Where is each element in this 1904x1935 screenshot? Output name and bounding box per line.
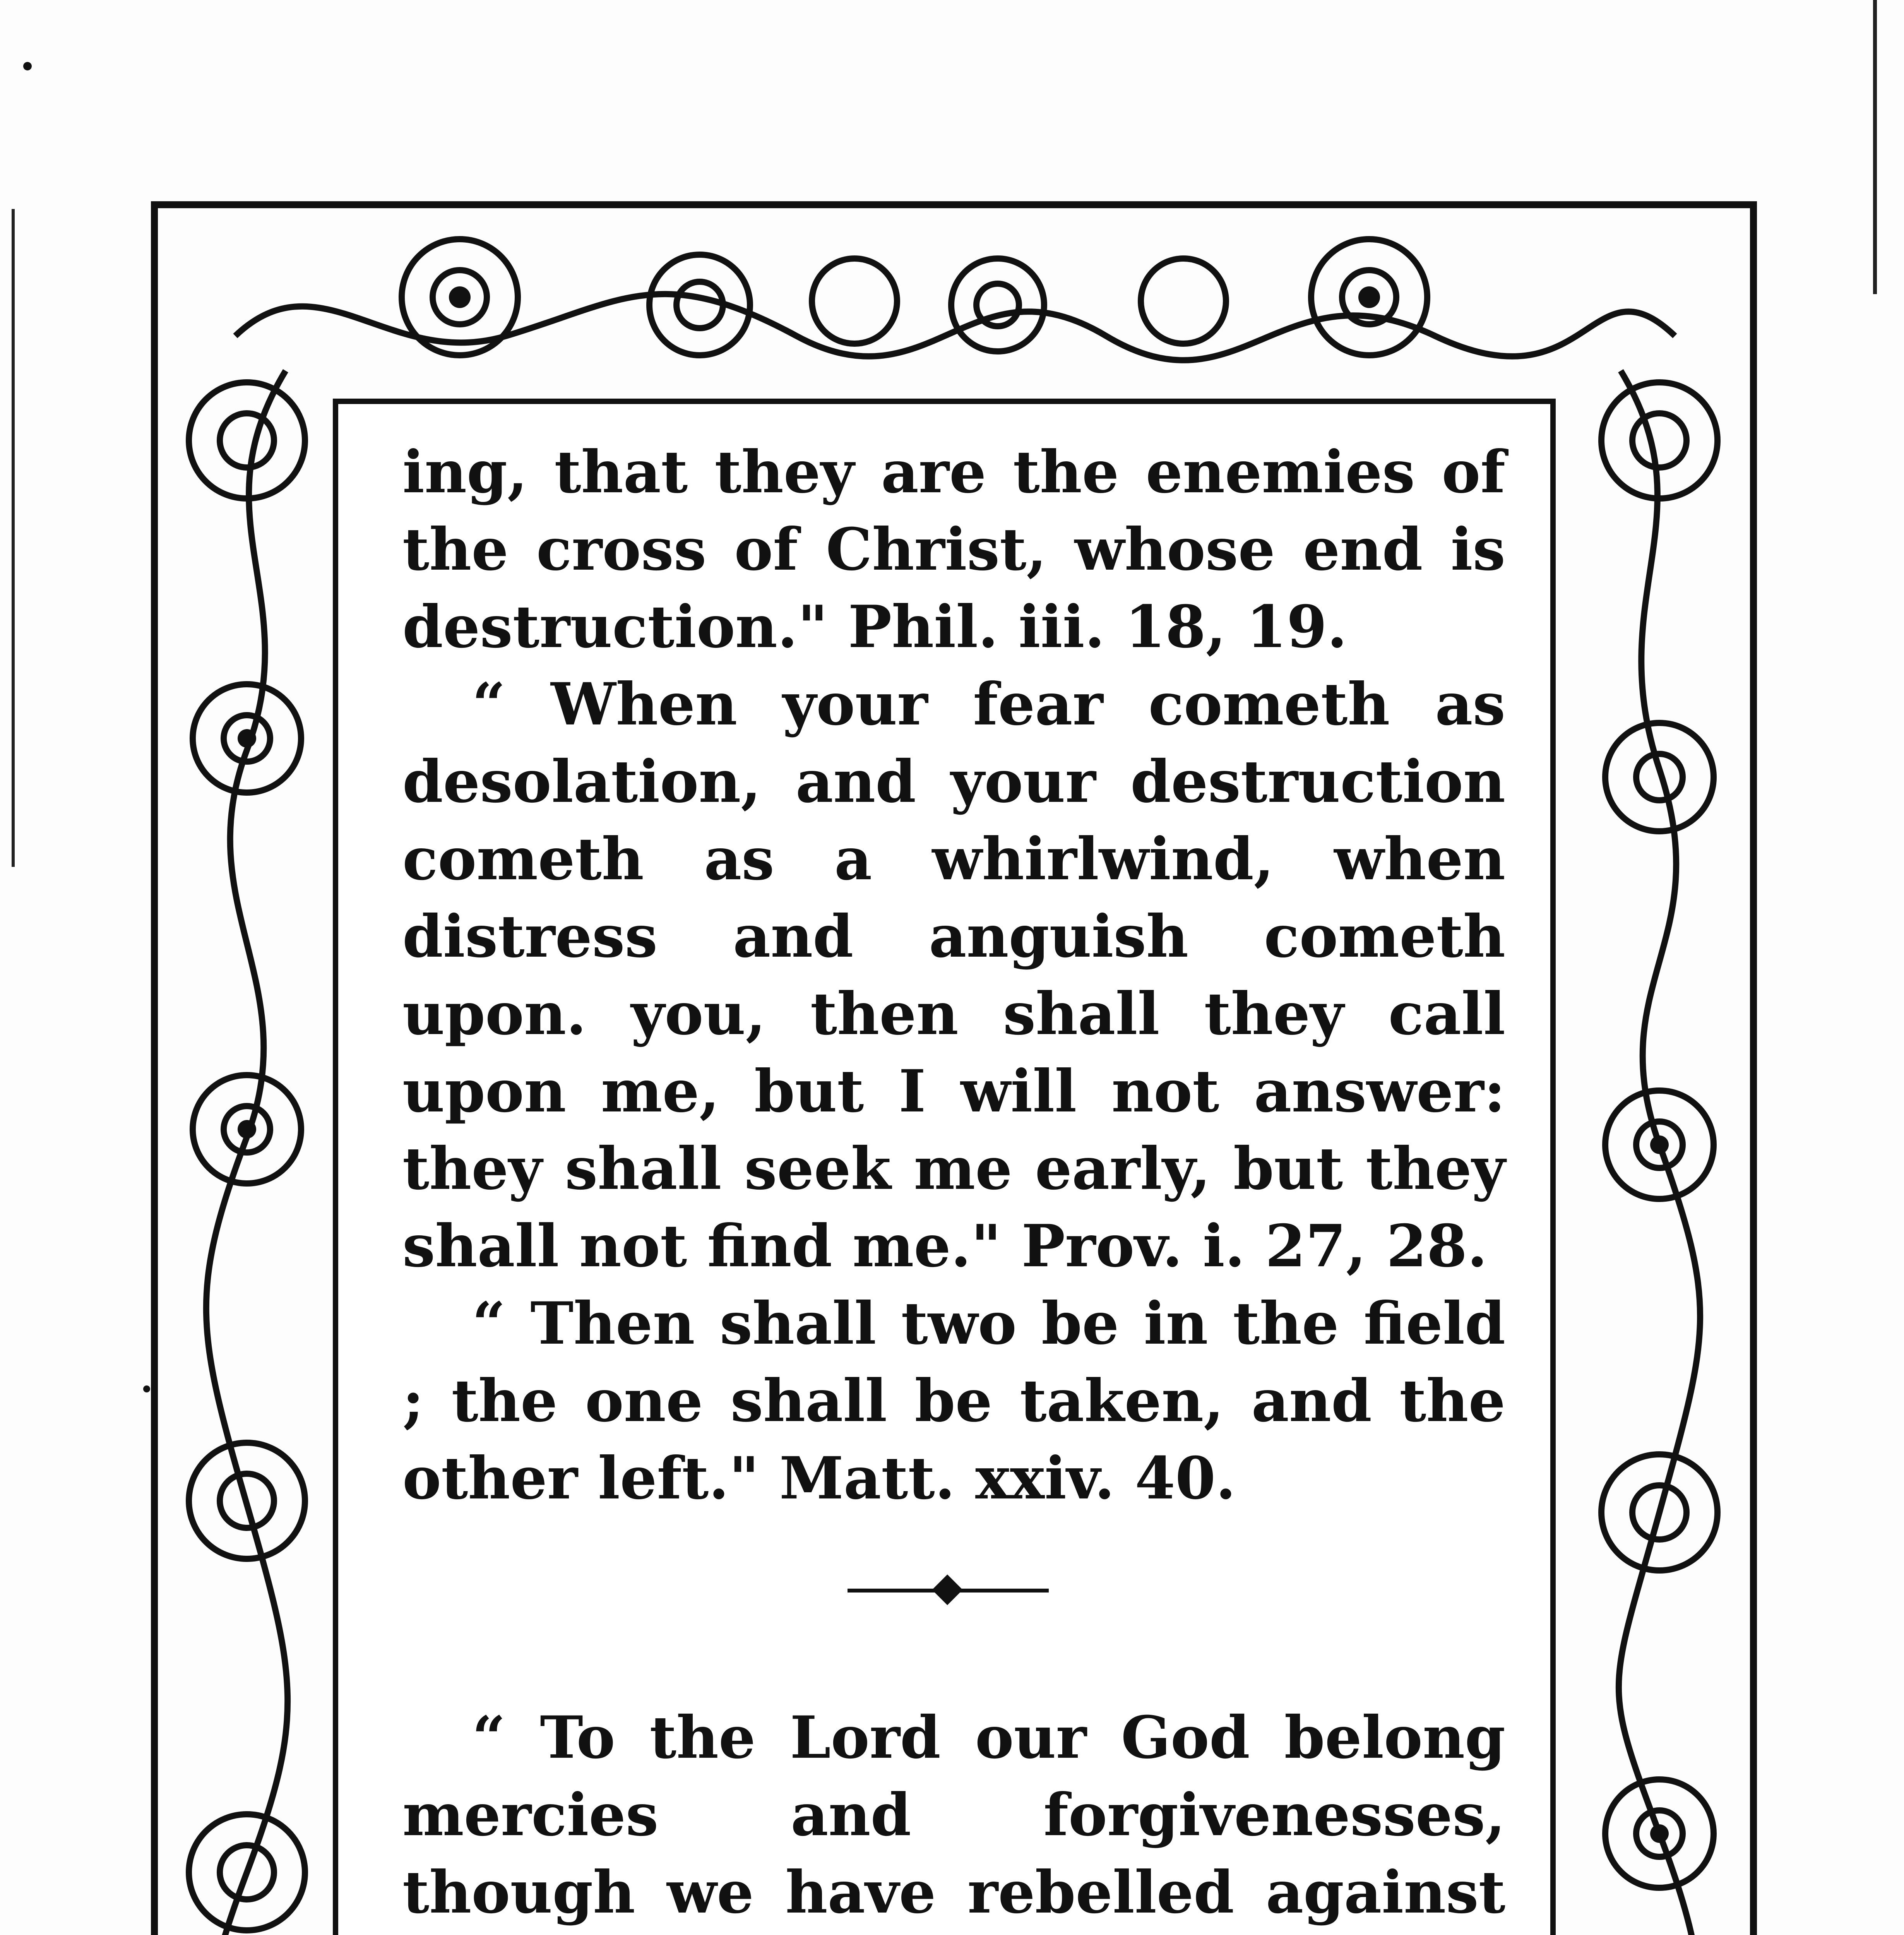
scan-speck [143, 1385, 150, 1392]
scan-edge-line [1873, 0, 1877, 294]
paragraph: “ To the Lord our God belong mercies and forgivenesses, though we have rebelled against [402, 1704, 1505, 1926]
scan-speck [23, 62, 32, 70]
paragraph: ing, that they are the enemies of the cross of Christ, whose end is destruction." Phil. iii. 18, 19. [402, 438, 1505, 661]
paragraph: “ Then shall two be in the field ; the one shall be taken, and the other left." Matt. xxiv. 40. [402, 1289, 1505, 1512]
body-text [402, 433, 1505, 1935]
paragraph: “ When your fear cometh as desolation, and your destruction cometh as a whirlwind, when distress and anguish cometh upon. you, then shall they call upon me, but I will not answer: they shall seek me early, but they shall not find me." Prov. i. 27, 28. [402, 670, 1505, 1280]
scan-edge-line [12, 209, 15, 867]
divider-diamond-icon [932, 1574, 962, 1605]
section-divider [402, 1517, 1505, 1699]
